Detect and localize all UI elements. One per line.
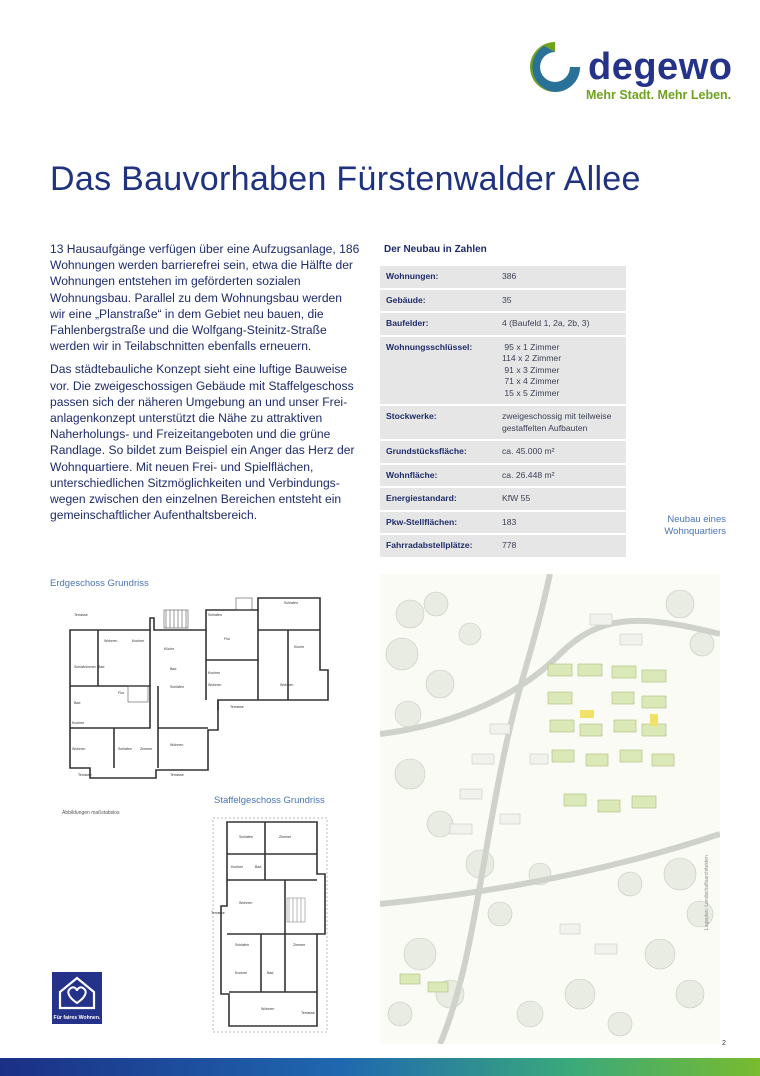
svg-text:Schlafen: Schlafen — [284, 601, 298, 605]
site-caption: Neubau eines Wohnquartiers — [664, 514, 726, 537]
facts-value-line: 71 x 4 Zimmer — [502, 376, 560, 386]
facts-label: Pkw-Stellflächen: — [380, 511, 496, 535]
facts-label: Wohnungen: — [380, 266, 496, 289]
ground-floor-plan — [58, 590, 338, 786]
facts-label: Stockwerke: — [380, 405, 496, 440]
svg-text:Kochen: Kochen — [231, 865, 244, 869]
svg-text:Küche: Küche — [164, 647, 175, 651]
svg-text:Schlafen: Schlafen — [118, 747, 132, 751]
facts-label: Grundstücksfläche: — [380, 440, 496, 464]
svg-text:Terrasse: Terrasse — [230, 705, 244, 709]
facts-label: Baufelder: — [380, 312, 496, 336]
svg-text:Bad: Bad — [255, 865, 262, 869]
svg-text:Schlafen: Schlafen — [170, 685, 184, 689]
facts-row — [380, 487, 626, 511]
facts-label: Gebäude: — [380, 289, 496, 313]
facts-value-line: 95 x 1 Zimmer — [502, 341, 560, 352]
svg-text:Kochen: Kochen — [132, 639, 145, 643]
svg-text:Küche: Küche — [294, 645, 305, 649]
svg-text:Schlafzimmer: Schlafzimmer — [74, 665, 96, 669]
facts-value-line: 114 x 2 Zimmer — [502, 353, 562, 363]
svg-text:Zimmer: Zimmer — [293, 943, 306, 947]
logo-tagline: Mehr Stadt. Mehr Leben. — [586, 88, 732, 102]
svg-text:Wohnen: Wohnen — [170, 743, 184, 747]
page-title: Das Bauvorhaben Fürstenwalder Allee — [50, 160, 641, 198]
svg-text:Bad: Bad — [267, 971, 274, 975]
facts-value: ca. 26.448 m² — [496, 464, 626, 488]
logo-wordmark: degewo — [588, 46, 733, 88]
facts-value-line: gestaffelten Aufbauten — [502, 422, 588, 433]
facts-label: Energiestandard: — [380, 487, 496, 511]
site-plan — [380, 574, 720, 1044]
svg-text:Bad: Bad — [98, 665, 105, 669]
svg-text:Terrasse: Terrasse — [78, 773, 92, 777]
facts-value: ca. 45.000 m² — [496, 440, 626, 464]
facts-label: Fahrradabstellplätze: — [380, 534, 496, 558]
svg-text:Flur: Flur — [118, 691, 125, 695]
site-credit: Lageplan: Landschaftsarchitekten — [704, 855, 710, 930]
degewo-swirl-icon — [526, 38, 584, 96]
facts-row — [380, 336, 626, 406]
svg-text:Wohnen: Wohnen — [104, 639, 118, 643]
svg-text:Schlafen: Schlafen — [239, 835, 253, 839]
svg-text:Bad: Bad — [74, 701, 81, 705]
facts-label: Wohnfläche: — [380, 464, 496, 488]
svg-text:Schlafen: Schlafen — [235, 943, 249, 947]
svg-text:Wohnen: Wohnen — [261, 1007, 275, 1011]
facts-value: 778 — [496, 534, 626, 558]
facts-row — [380, 266, 626, 289]
svg-text:Terrasse: Terrasse — [211, 911, 225, 915]
svg-text:Wohnen: Wohnen — [208, 683, 222, 687]
staggered-floor-plan — [205, 814, 335, 1036]
facts-label: Wohnungsschlüssel: — [380, 336, 496, 406]
svg-text:Terrasse: Terrasse — [301, 1011, 315, 1015]
facts-value: 35 — [496, 289, 626, 313]
svg-text:Flur: Flur — [224, 637, 231, 641]
facts-value — [496, 336, 626, 406]
site-plan-drawing — [380, 574, 720, 1044]
ground-floor-caption: Erdgeschoss Grundriss — [50, 578, 149, 589]
facts-row — [380, 312, 626, 336]
facts-value-line: 91 x 3 Zimmer — [502, 364, 560, 375]
svg-text:Zimmer: Zimmer — [140, 747, 153, 751]
facts-value: KfW 55 — [496, 487, 626, 511]
facts-row — [380, 534, 626, 558]
degewo-logo — [526, 34, 733, 104]
svg-text:Kochen: Kochen — [208, 671, 221, 675]
facts-value-line: zweigeschossig mit teilweise — [502, 411, 612, 421]
svg-text:Zimmer: Zimmer — [279, 835, 292, 839]
staggered-floor-caption: Staffelgeschoss Grundriss — [214, 795, 325, 806]
facts-table — [380, 266, 626, 559]
svg-text:Wohnen: Wohnen — [239, 901, 253, 905]
facts-row — [380, 440, 626, 464]
facts-row — [380, 464, 626, 488]
svg-text:Terrasse: Terrasse — [170, 773, 184, 777]
facts-value — [496, 405, 626, 440]
bottom-gradient-bar — [0, 1058, 760, 1076]
svg-text:Kochen: Kochen — [235, 971, 248, 975]
facts-value: 386 — [496, 266, 626, 289]
intro-paragraph-2: Das städtebauliche Konzept sieht eine luftige Bauweise vor. Die zweigeschossigen Gebäude mit Staffelgeschoss passen sich der näheren Umgebung an und unser Frei-anlagenkonzept unterstützt die Nähe zu attraktiven Naherholungs- und Freizeitangeboten und die grüne Randlage. So bildet zum Beispiel ein Anger das Herz der Wohnquartiere. Mit neuen Frei- und Spielflächen, unterschiedlichen Sitzmöglichkeiten und Verbindungs-wegen zwischen den einzelnen Bereichen entsteht ein gemeinschaftlicher Aufenthaltsbereich. — [50, 362, 355, 523]
facts-row — [380, 511, 626, 535]
facts-value: 4 (Baufeld 1, 2a, 2b, 3) — [496, 312, 626, 336]
facts-value-line: 15 x 5 Zimmer — [502, 387, 560, 398]
scale-note: Abbildungen maßstabslos — [62, 810, 120, 816]
facts-value: 183 — [496, 511, 626, 535]
svg-text:Schlafen: Schlafen — [208, 613, 222, 617]
svg-text:Wohnen: Wohnen — [72, 747, 86, 751]
intro-paragraph-1: 13 Hausaufgänge verfügen über eine Aufzugsanlage, 186 Wohnungen werden barrierefrei sein, etwa die Hälfte der Wohnungen entstehen im geförderten sozialen Wohnungsbau. Parallel zu dem Wohnungsbau werden wir eine „Planstraße“ in dem Gebiet neu bauen, die Fahlenbergstraße und die Wolfgang-Steinitz-Straße werden wir in Teilabschnitten ebenfalls erneuern. — [50, 242, 360, 354]
badge-label: Für faires Wohnen. — [53, 1015, 101, 1021]
intro-text — [50, 241, 360, 530]
facts-row — [380, 405, 626, 440]
page-number: 2 — [722, 1040, 726, 1047]
svg-text:Terrasse: Terrasse — [74, 613, 88, 617]
fair-housing-badge — [52, 972, 102, 1024]
facts-row — [380, 289, 626, 313]
svg-text:Bad: Bad — [170, 667, 177, 671]
facts-title: Der Neubau in Zahlen — [384, 244, 487, 255]
svg-text:Kochen: Kochen — [72, 721, 85, 725]
svg-text:Wohnen: Wohnen — [280, 683, 294, 687]
house-heart-icon — [52, 972, 102, 1012]
